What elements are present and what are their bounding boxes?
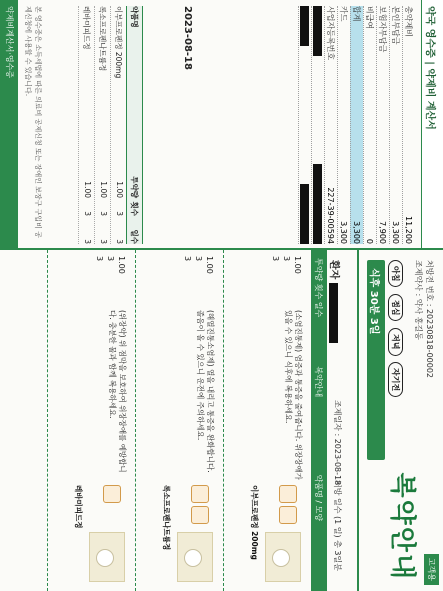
time-pill: 저녁 (388, 328, 403, 355)
medication-guide-panel (0, 250, 443, 591)
dispense-date: 조제일자 : 2023-08-18 (333, 400, 342, 486)
receipt-footnote: 본 영수증은 소득세법에 따른 의료비 공제신청 또는 장애인 보장구 구입비 공제신청에 사용할 수 있습니다. (24, 6, 42, 238)
caution-icons (103, 485, 121, 503)
pill-image (177, 532, 213, 582)
pill-image (89, 532, 125, 582)
guide-header (357, 250, 443, 591)
redacted-row (311, 6, 324, 244)
customer-copy-badge: 고객용 (424, 554, 439, 585)
table-row: 록소프로펜나트륨정 1.00 3 3 (94, 6, 110, 244)
time-pill: 자기전 (388, 362, 403, 397)
prescription-days: 처방 일수 (1 일) 총 3일분 (333, 480, 342, 571)
table-row: 레바미피드정 1.00 3 3 (78, 6, 94, 244)
medication-description: (소염진통제) 염증과 통증을 줄여줍니다. 위장장애가 있을 수 있으니 식후에 복용하세요. (284, 310, 303, 480)
medication-description: (해열진통소염제) 열을 내리고 통증을 완화합니다. 졸음이 올 수 있으니 운전에 주의하세요. (196, 310, 215, 473)
medication-name: 레바미피드정 (74, 485, 83, 529)
amount-row: 본인부담금 3,300 (391, 6, 400, 244)
caution-icons (279, 485, 297, 524)
amount-row: 카드 3,300 (339, 6, 348, 244)
guide-subtitle: 처방전 번호 : 20230818-00002 조제약사 : 약사 홍길동 (414, 260, 434, 379)
dosing-time-pills (388, 260, 403, 401)
caution-icon (191, 506, 209, 524)
medication-dose: 1.00 3 3 (183, 256, 214, 274)
medication-item (135, 250, 221, 591)
amount-row-total: 합계 3,300 (352, 6, 361, 244)
medication-table-header: 투약량 횟수 일수 복약안내 약품명 / 모양 (311, 250, 327, 591)
pill-image (265, 532, 301, 582)
dosing-instruction-bar: 식후 30분 3일 (367, 260, 385, 460)
receipt-date: 2023-08-18 (182, 6, 193, 70)
medication-item (47, 250, 133, 591)
medication-name: 이부프로펜정 200mg (250, 485, 259, 560)
receipt-drug-table (78, 6, 143, 244)
patient-label: 환자 (328, 260, 343, 343)
redacted-row (298, 6, 311, 244)
caution-icon (191, 485, 209, 503)
guide-title: 복약안내 (387, 472, 417, 581)
medication-name: 록소프로펜나트륨정 (162, 485, 171, 551)
amount-row: 보험자부담금 7,900 (378, 6, 387, 244)
caution-icon (279, 485, 297, 503)
medication-item (223, 250, 309, 591)
caution-icon (279, 506, 297, 524)
time-pill: 아침 (388, 260, 403, 287)
receipt-amounts (298, 6, 415, 244)
table-row: 이부프로펜정 200mg 1.00 3 3 (110, 6, 126, 244)
caution-icons (191, 485, 209, 524)
amount-row: 총약제비 11,200 (404, 6, 413, 244)
caution-icon (103, 485, 121, 503)
business-number-row: 사업자등록번호 227-39-00594 (326, 6, 335, 244)
receipt-tab-label: 약제비계산서·영수증 (0, 0, 18, 250)
medication-dose: 1.00 3 3 (95, 256, 126, 274)
amount-row: 비급여 0 (365, 6, 374, 244)
time-pill: 점심 (388, 294, 403, 321)
medication-description: (위장약) 위 점막을 보호하여 위장장애를 예방합니다. 충분한 물과 함께 복용하세요. (108, 310, 127, 473)
medication-dose: 1.00 3 3 (271, 256, 302, 274)
receipt-header: 약국 영수증 | 약제비 계산서 (421, 0, 443, 248)
receipt-panel (0, 0, 443, 250)
table-header: 약품명 투약량 횟수 일수 (126, 6, 143, 244)
